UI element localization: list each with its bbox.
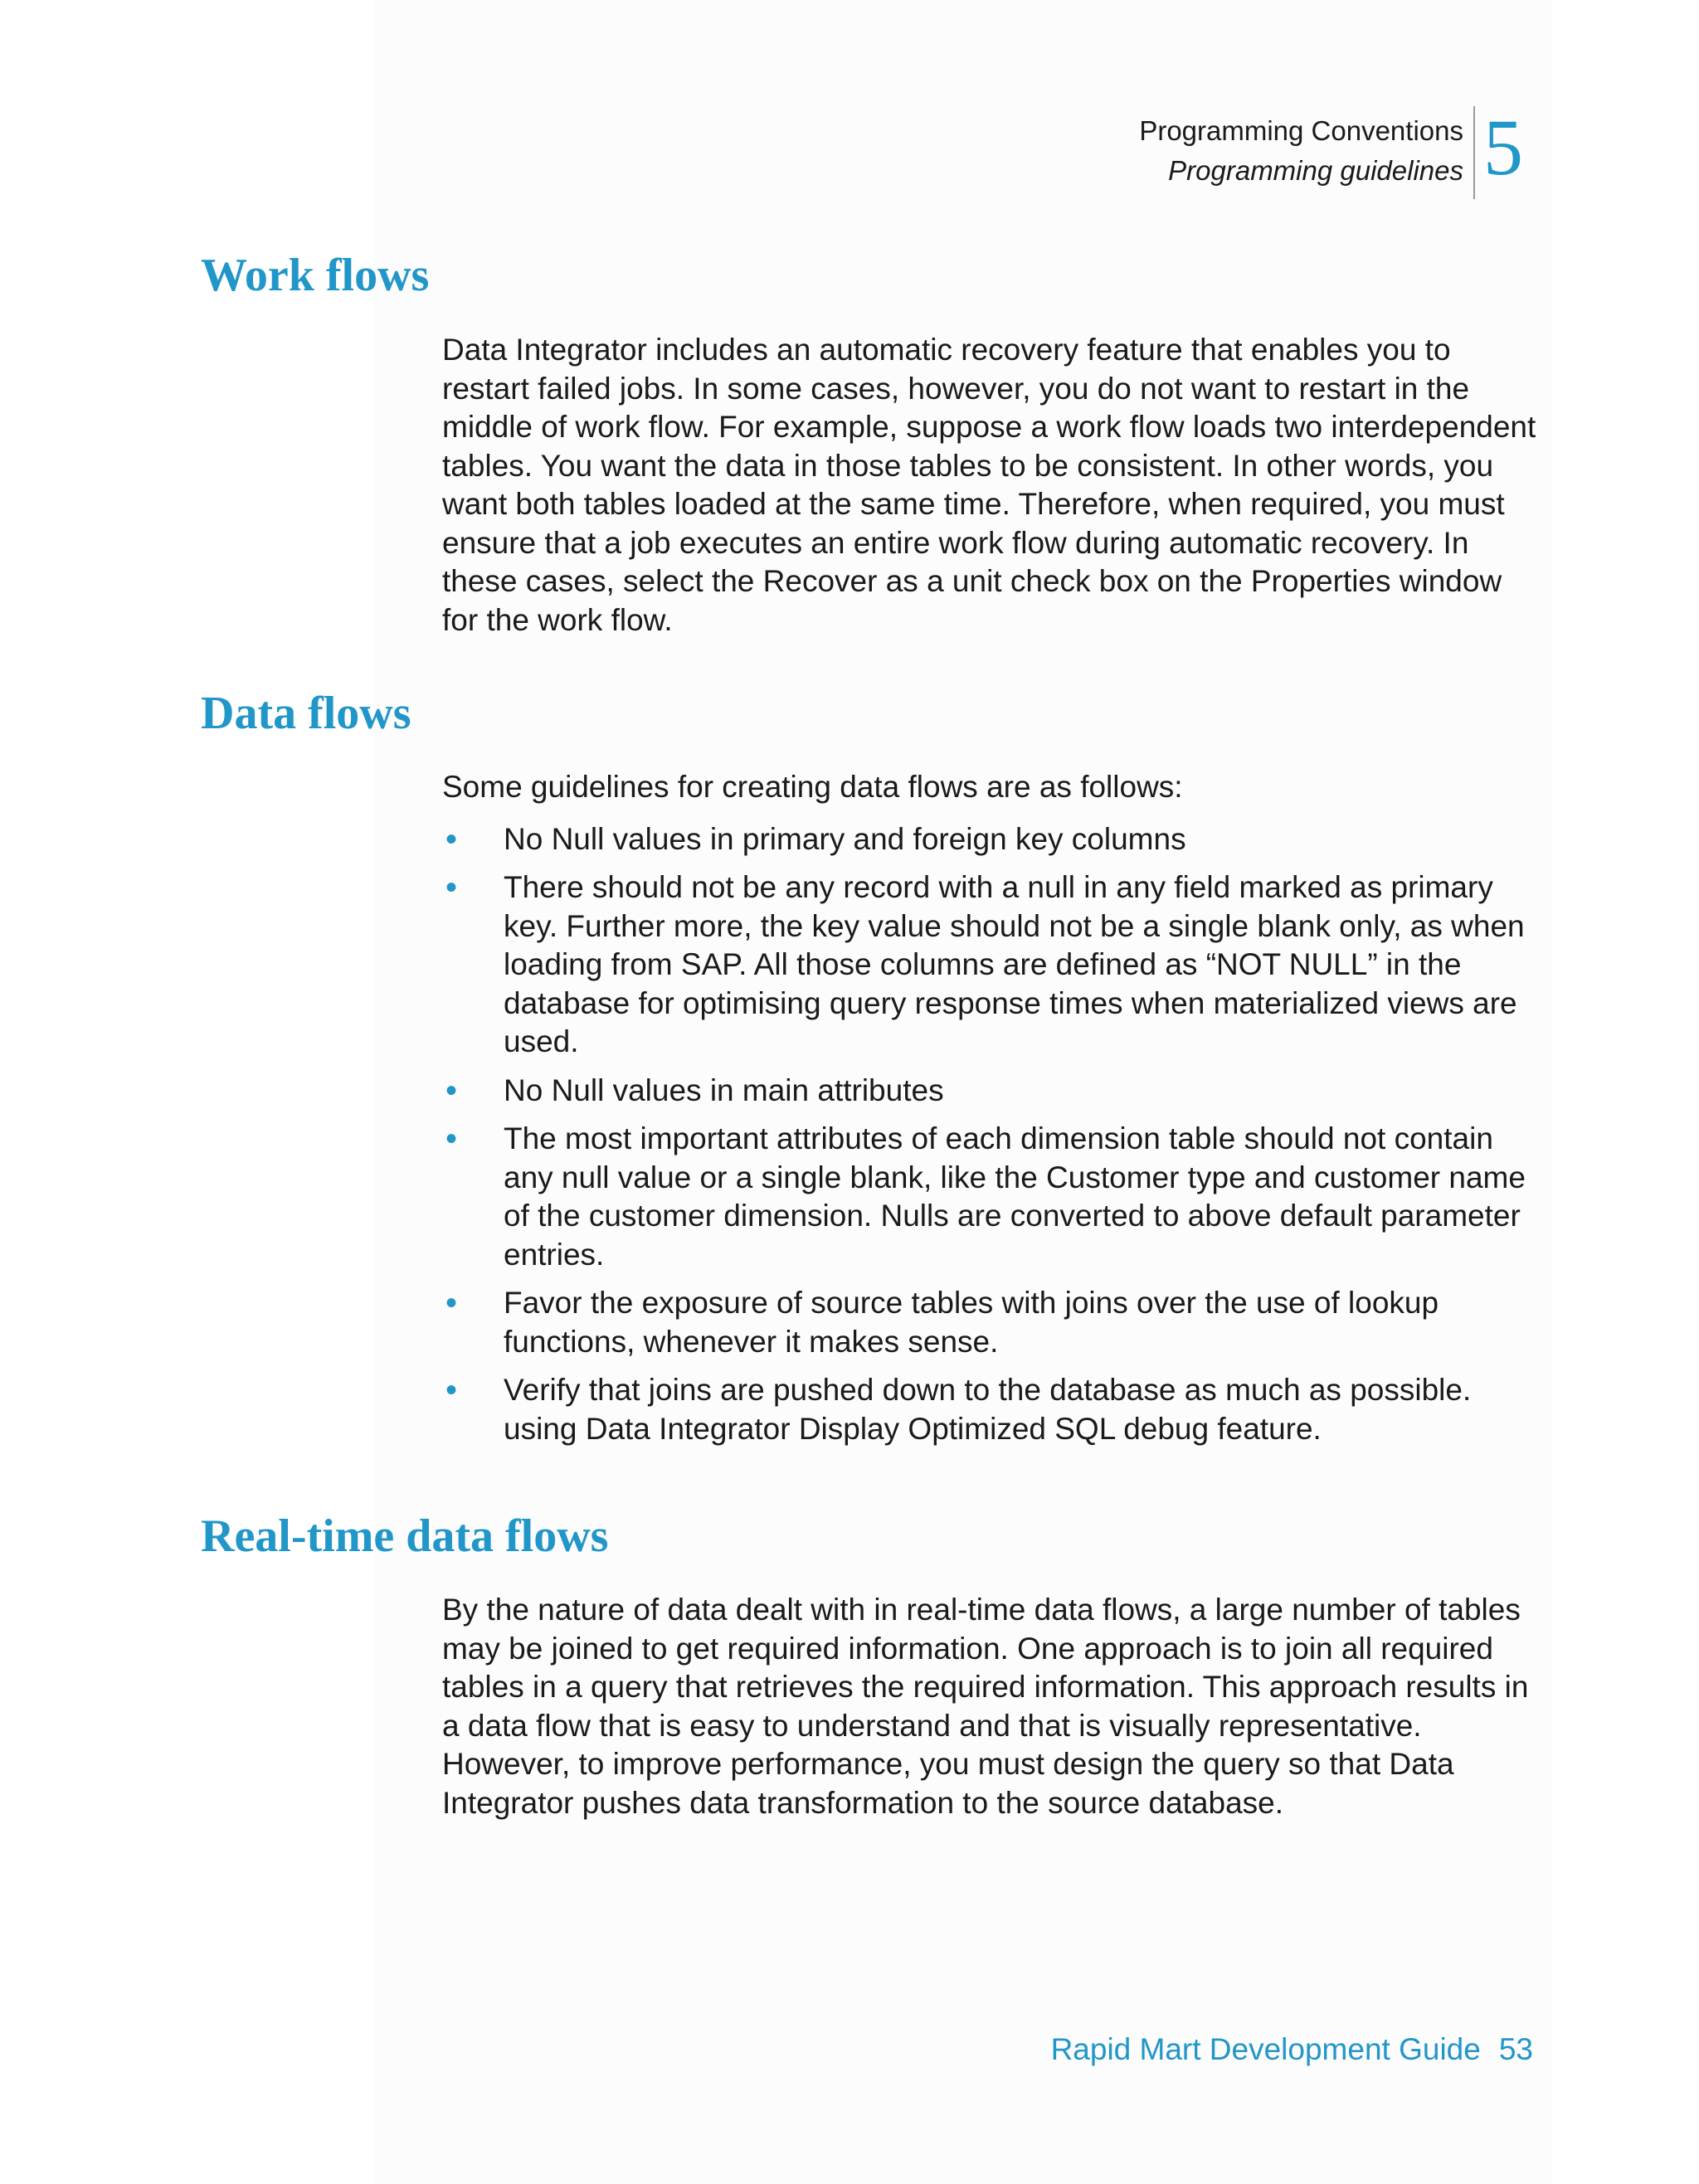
paragraph: By the nature of data dealt with in real-time data flows, a large number of tables may be joined to get required information. One approach is to join all required tables in a query that retrieves the required information. This approach results in a data flow that is easy to understand and that is visually representative. However, to improve performance, you must design the query so that Data Integrator pushes data transformation to the source database. — [442, 1593, 1529, 1820]
list-item-text: There should not be any record with a null in any field marked as primary key. Further more, the key value should not be a single blank only, as when loading from SAP. All those columns are defined as “NOT NULL” in the database for optimising query response times when materialized views are used. — [504, 870, 1525, 1058]
list-item — [442, 820, 1537, 859]
paragraph: Data Integrator includes an automatic recovery feature that enables you to restart failed jobs. In some cases, however, you do not want to restart in the middle of work flow. For example, suppose a work flow loads two interdependent tables. You want the data in those tables to be consistent. In other words, you want both tables loaded at the same time. Therefore, when required, you must ensure that a job executes an entire work flow during automatic recovery. In these cases, select the Recover as a unit check box on the Properties window for the work flow. — [442, 333, 1536, 637]
bullet-icon: • — [445, 820, 458, 858]
guideline-list — [442, 820, 1537, 1449]
section-body-work-flows — [442, 331, 1537, 640]
list-item-text: No Null values in primary and foreign key columns — [504, 821, 1186, 856]
list-item — [442, 1120, 1537, 1274]
section-body-real-time-data-flows — [442, 1591, 1537, 1822]
page-number: 53 — [1498, 2032, 1533, 2066]
list-item-text: The most important attributes of each dimension table should not contain any null value or a single blank, like the Customer type and customer name of the customer dimension. Nulls are converted to above default parameter entries. — [504, 1121, 1526, 1272]
footer-guide-title: Rapid Mart Development Guide — [1050, 2032, 1481, 2066]
list-item-text: No Null values in main attributes — [504, 1073, 944, 1107]
bullet-icon: • — [445, 869, 458, 906]
header-text-block — [1139, 106, 1475, 199]
intro-paragraph: Some guidelines for creating data flows are as follows: — [442, 770, 1183, 804]
list-item — [442, 1284, 1537, 1361]
section-body-data-flows — [442, 768, 1537, 1458]
header-section-title: Programming guidelines — [1168, 155, 1463, 186]
list-item — [442, 868, 1537, 1062]
bullet-icon: • — [445, 1072, 458, 1109]
list-item-text: Favor the exposure of source tables with joins over the use of lookup functions, whenever it makes sense. — [504, 1286, 1439, 1359]
section-heading-real-time-data-flows: Real-time data flows — [201, 1510, 609, 1562]
list-item — [442, 1371, 1537, 1448]
bullet-icon: • — [445, 1121, 458, 1157]
list-item — [442, 1072, 1537, 1111]
header-chapter-title: Programming Conventions — [1139, 115, 1463, 146]
section-heading-work-flows: Work flows — [201, 250, 430, 301]
bullet-icon: • — [445, 1285, 458, 1321]
list-item-text: Verify that joins are pushed down to the database as much as possible. using Data Integrator Display Optimized SQL debug feature. — [504, 1373, 1472, 1446]
running-header — [1139, 103, 1523, 199]
bullet-icon: • — [445, 1372, 458, 1408]
running-footer — [1051, 2031, 1533, 2069]
section-heading-data-flows: Data flows — [201, 688, 411, 739]
chapter-number: 5 — [1483, 103, 1523, 192]
